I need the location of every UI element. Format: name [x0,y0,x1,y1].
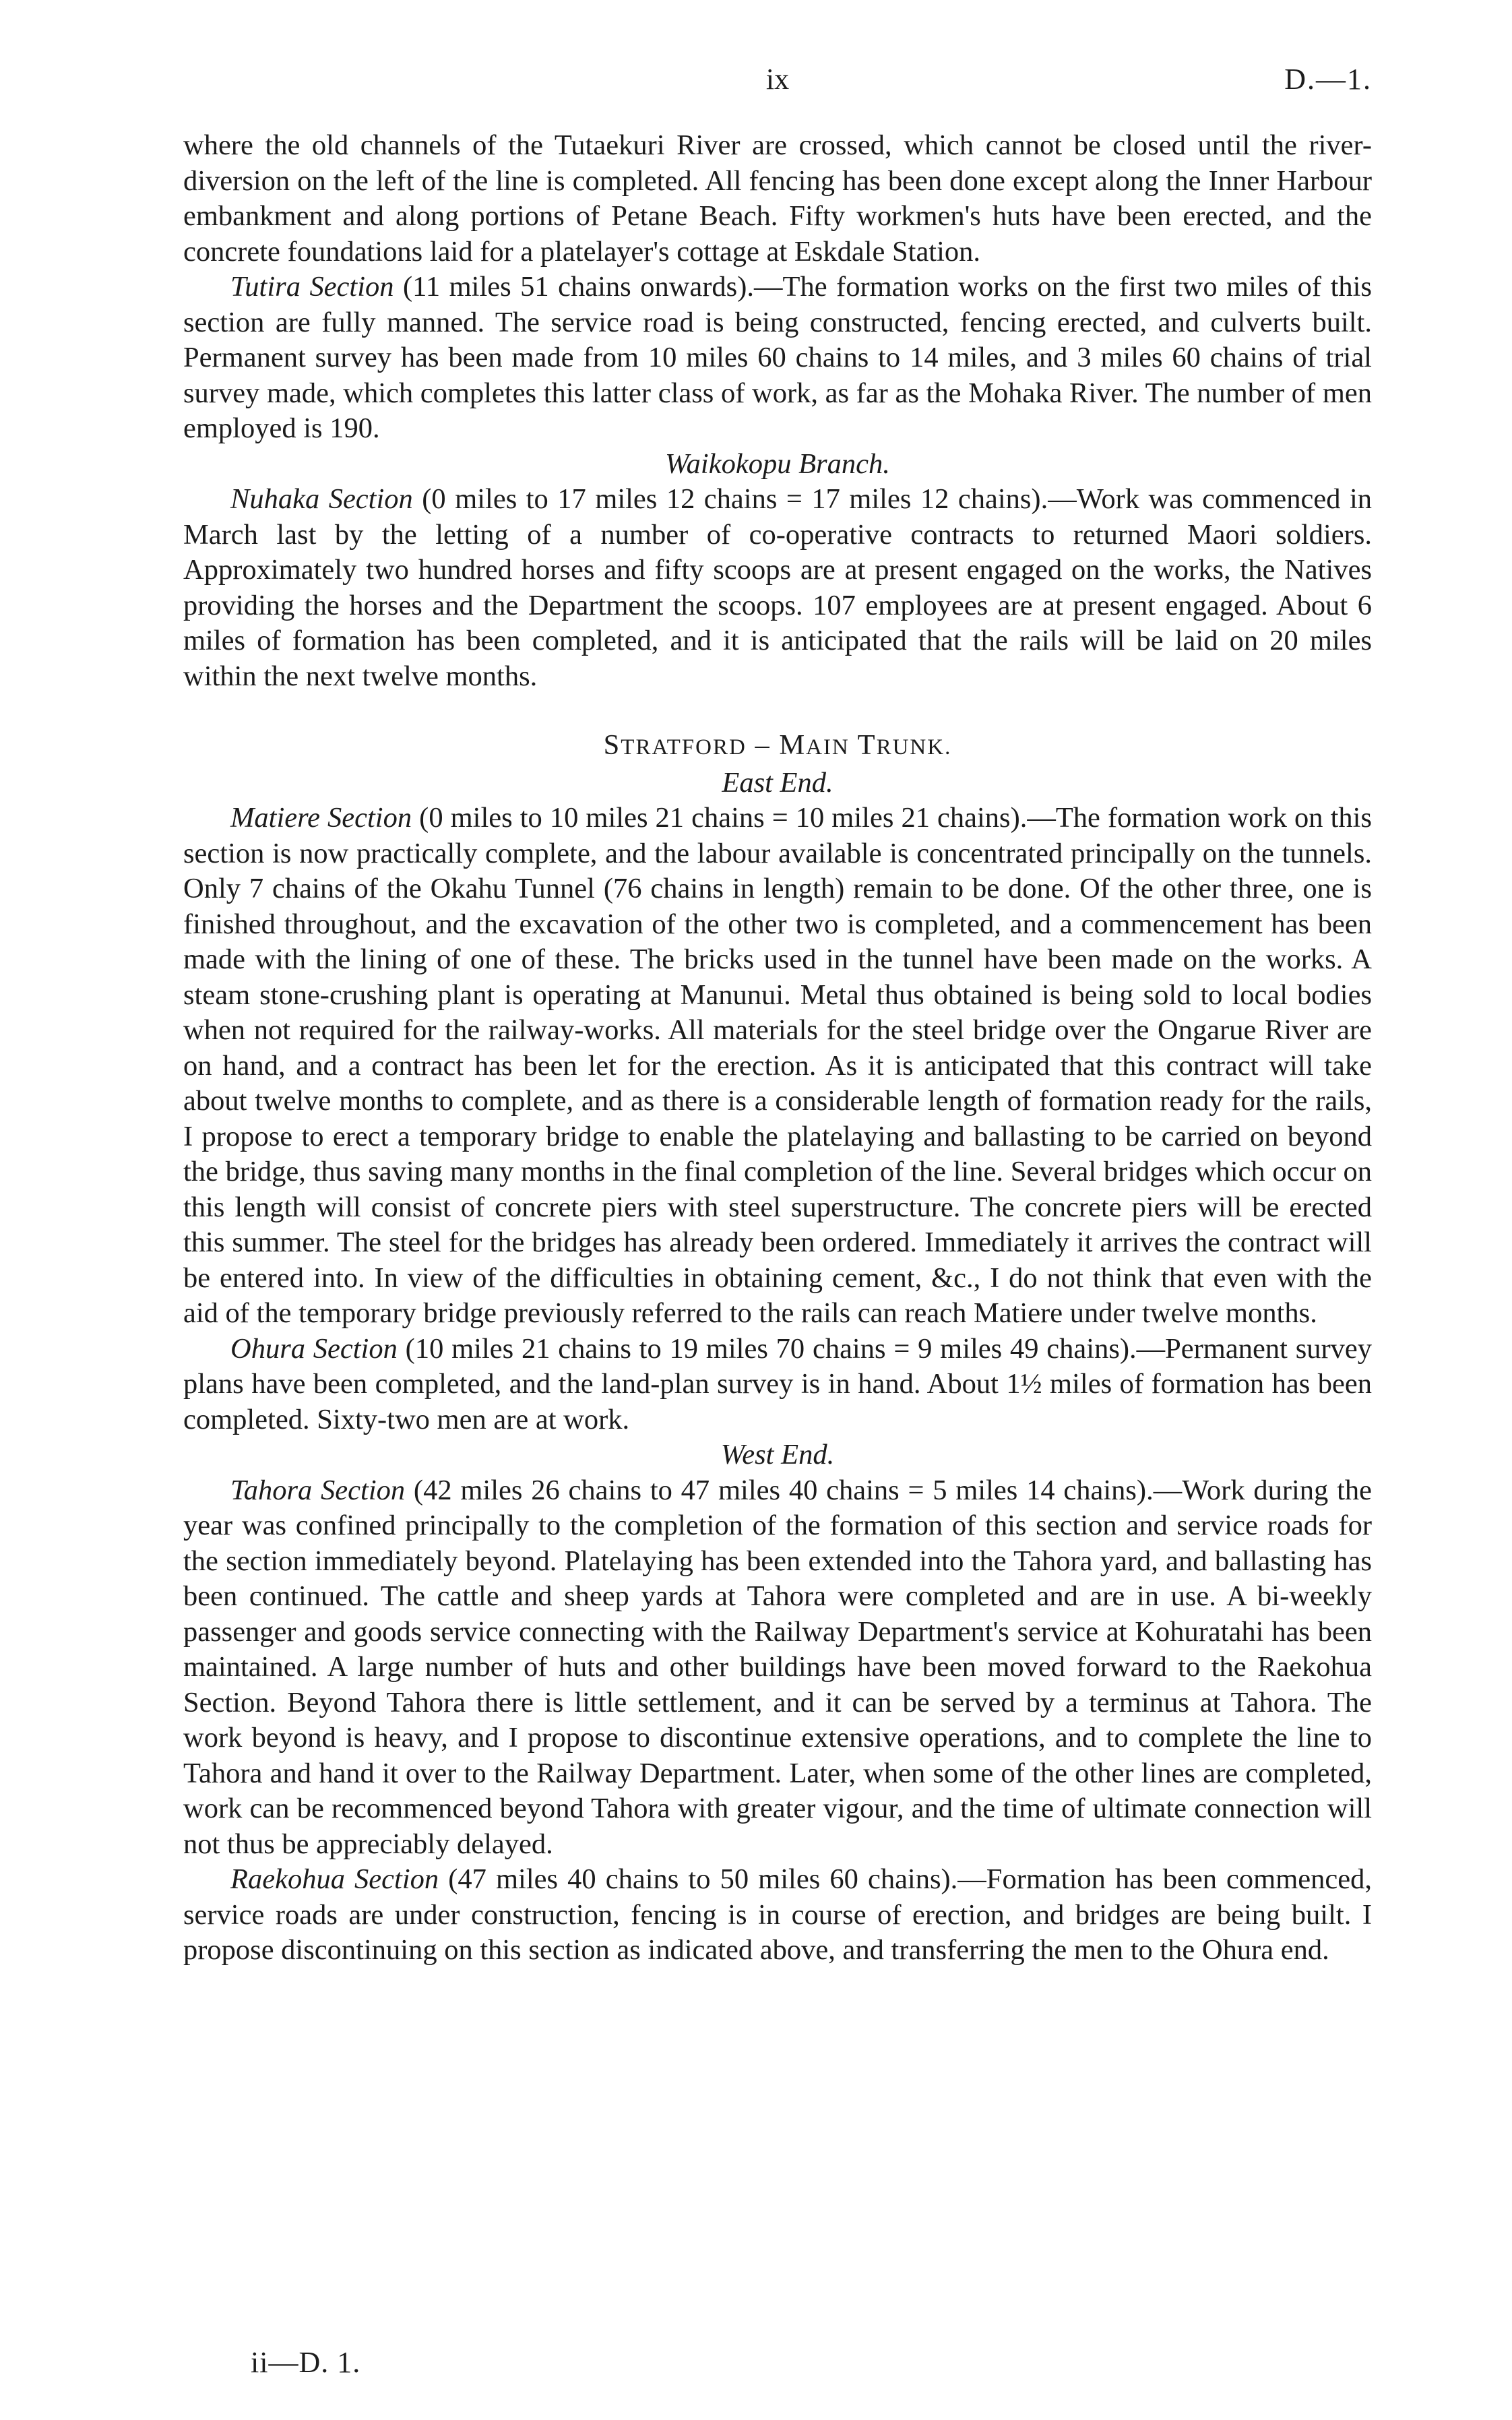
signature-mark: ii—D. 1. [251,2346,361,2379]
section-text-matiere: (0 miles to 10 miles 21 chains = 10 miles 21 chains).—The formation work on this section is now practically complete, and the labour available is concentrated principally on the tunnels. Only 7 chains of the Okahu Tunnel (76 chains in length) remain to be done. Of the other three, one is finished throughout, and the excavation of the other two is completed, and a commencement has been made with the lining of one of these. The bricks used in the tunnel have been made on the works. A steam stone-crushing plant is operating at Manunui. Metal thus obtained is being sold to local bodies when not required for the railway-works. All materials for the steel bridge over the Ongarue River are on hand, and a contract has been let for the erection. As it is anticipated that this contract will take about twelve months to complete, and as there is a considerable length of formation ready for the rails, I propose to erect a temporary bridge to enable the platelaying and ballasting to be carried on beyond the bridge, thus saving many months in the final completion of the line. Several bridges which occur on this length will consist of concrete piers with steel superstructure. The concrete piers will be erected this summer. The steel for the bridges has already been ordered. Immediately it arrives the contract will be entered into. In view of the difficulties in obtaining cement, &c., I do not think that even with the aid of the temporary bridge previously referred to the rails can reach Matiere under twelve months. [183,802,1372,1329]
paragraph-nuhaka-section [183,482,1372,694]
section-name-nuhaka: Nuhaka Section [230,483,413,515]
section-text-raekohua: (47 miles 40 chains to 50 miles 60 chains).—Formation has been commenced, service roads are under construction, fencing is in course of erection, and bridges are being built. I propose discontinuing on this section as indicated above, and transferring the men to the Ohura end. [183,1863,1372,1966]
heading-waikokopu-branch: Waikokopu Branch. [665,447,890,480]
section-name-matiere: Matiere Section [230,802,412,834]
heading-part: TRATFORD [621,735,747,759]
section-name-ohura: Ohura Section [230,1332,398,1365]
paragraph-ohura-section [183,1332,1372,1438]
section-text-tutira: (11 miles 51 chains onwards).—The formation works on the first two miles of this section are fully manned. The service road is being constructed, fencing erected, and culverts built. Permanent survey has been made from 10 miles 60 chains to 14 miles, and 3 miles 60 chains of trial survey made, which completes this latter class of work, as far as the Mohaka River. The number of men employed is 190. [183,271,1372,444]
heading-part: T [849,729,877,761]
heading-stratford-main-trunk [183,728,1372,766]
section-name-tutira: Tutira Section [230,271,394,303]
paragraph-tutira-section [183,270,1372,447]
heading-part: M [779,729,807,761]
document-body [183,128,1372,1968]
heading-part: – [746,729,780,761]
heading-part: AIN [806,735,850,759]
paragraph-raekohua-section [183,1862,1372,1968]
section-text-ohura: (10 miles 21 chains to 19 miles 70 chains = 9 miles 49 chains).—Permanent survey plans have been completed, and the land-plan survey is in hand. About 1½ miles of formation has been completed. Sixty-two men are at work. [183,1332,1372,1435]
page-number: ix [765,63,790,96]
document-page [183,0,1372,2420]
section-text-tahora: (42 miles 26 chains to 47 miles 40 chains = 5 miles 14 chains).—Work during the year was confined principally to the completion of the formation of this section and service roads for the section immediately beyond. Platelaying has been extended into the Tahora yard, and ballasting has been continued. The cattle and sheep yards at Tahora were completed and are in use. A bi-weekly passenger and goods service connecting with the Railway Department's service at Kohuratahi has been maintained. A large number of huts and other buildings have been moved forward to the Raekohua Section. Beyond Tahora there is little settlement, and it can be served by a terminus at Tahora. The work beyond is heavy, and I propose to discontinue extensive operations, and to complete the line to Tahora and hand it over to the Railway Department. Later, when some of the other lines are completed, work can be recommenced beyond Tahora with greater vigour, and the time of ultimate connection will not thus be appreciably delayed. [183,1474,1373,1860]
page-header [183,62,1372,102]
heading-part: S [603,729,621,761]
document-reference: D.—1. [1284,63,1372,96]
paragraph-continuation: where the old channels of the Tutaekuri River are crossed, which cannot be closed until the river-diversion on the left of the line is completed. All fencing has been done except along the Inner Harbour embankment and along portions of Petane Beach. Fifty workmen's huts have been erected, and the concrete foundations laid for a platelayer's cottage at Eskdale Station. [183,129,1372,268]
section-name-raekohua: Raekohua Section [230,1863,439,1895]
heading-east-end: East End. [722,766,833,799]
heading-part: RUNK. [876,735,952,759]
paragraph-matiere-section [183,801,1372,1332]
section-name-tahora: Tahora Section [230,1474,406,1506]
heading-west-end: West End. [720,1439,835,1470]
section-text-nuhaka: (0 miles to 17 miles 12 chains = 17 miles 12 chains).—Work was commenced in March last by the letting of a number of co-operative contracts to returned Maori soldiers. Approximately two hundred horses and fifty scoops are at present engaged on the works, the Natives providing the horses and the Department the scoops. 107 employees are at present engaged. About 6 miles of formation has been completed, and it is anticipated that the rails will be laid on 20 miles within the next twelve months. [183,483,1372,692]
paragraph-tahora-section [183,1473,1372,1863]
